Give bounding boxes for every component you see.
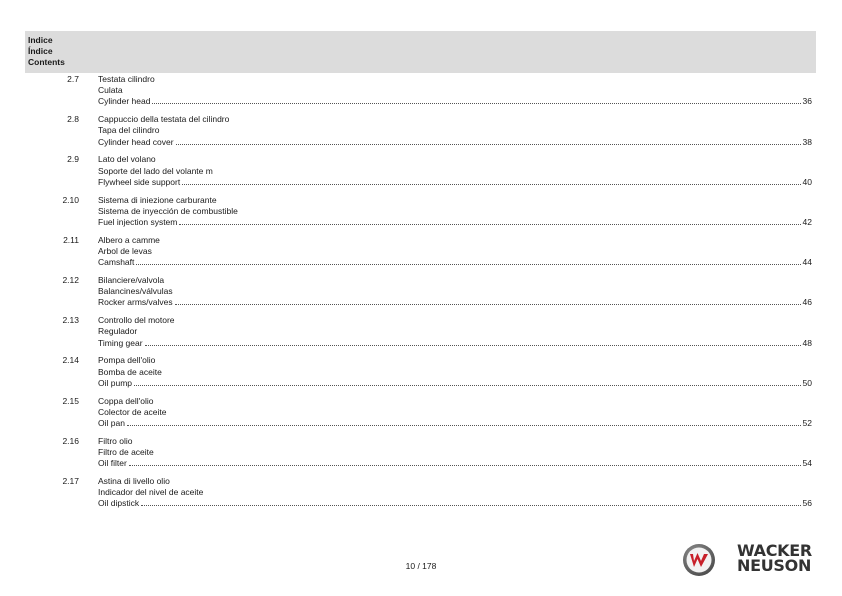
page-number[interactable]: 54	[802, 458, 812, 469]
section-number: 2.8	[67, 114, 79, 125]
wacker-neuson-w-icon	[682, 543, 716, 577]
page-number[interactable]: 42	[802, 216, 812, 227]
section-number: 2.16	[62, 435, 79, 446]
toc-entry[interactable]	[25, 436, 812, 476]
title-spanish: Soporte del lado del volante m	[98, 165, 213, 176]
toc-entry[interactable]	[25, 235, 812, 275]
title-english[interactable]: Oil filter	[98, 458, 127, 469]
wacker-neuson-logo	[682, 541, 822, 581]
page-number[interactable]: 44	[802, 257, 812, 268]
page-number[interactable]: 48	[802, 337, 812, 348]
header-title-en: Contents	[28, 57, 65, 67]
title-italian: Filtro olio	[98, 435, 133, 446]
title-italian: Lato del volano	[98, 154, 156, 165]
toc-entry[interactable]	[25, 476, 812, 516]
dot-leader	[182, 177, 800, 185]
title-italian: Testata cilindro	[98, 74, 155, 84]
section-number: 2.17	[62, 475, 79, 486]
title-english[interactable]: Flywheel side support	[98, 176, 181, 187]
section-number: 2.11	[63, 234, 79, 245]
dot-leader	[152, 96, 800, 104]
section-number: 2.9	[67, 154, 79, 165]
toc-entry[interactable]	[25, 315, 812, 355]
title-spanish: Bomba de aceite	[98, 366, 162, 377]
title-english[interactable]: Timing gear	[98, 337, 143, 348]
title-english[interactable]: Cylinder head cover	[98, 136, 174, 147]
title-spanish: Balancines/válvulas	[98, 286, 173, 297]
title-english[interactable]: Rocker arms/valves	[98, 297, 173, 308]
dot-leader	[134, 378, 801, 386]
table-of-contents	[25, 74, 812, 516]
dot-leader	[136, 257, 800, 265]
title-spanish: Tapa del cilindro	[98, 125, 160, 136]
toc-entry[interactable]	[25, 154, 812, 194]
toc-entry[interactable]	[25, 195, 812, 235]
title-italian: Astina di livello olio	[98, 475, 170, 486]
page-indicator: 10 / 178	[405, 561, 437, 571]
dot-leader	[141, 498, 800, 506]
section-number: 2.12	[62, 274, 79, 285]
title-spanish: Indicador del nivel de aceite	[98, 487, 204, 498]
title-spanish: Sistema de inyección de combustible	[98, 205, 238, 216]
page-number[interactable]: 36	[802, 96, 812, 107]
toc-entry[interactable]	[25, 355, 812, 395]
title-spanish: Regulador	[98, 326, 138, 337]
header-title-it: Indice	[28, 35, 53, 45]
section-number: 2.10	[62, 194, 79, 205]
page-number[interactable]: 50	[802, 377, 812, 388]
page-number[interactable]: 40	[802, 176, 812, 187]
title-italian: Coppa dell'olio	[98, 395, 154, 406]
dot-leader	[145, 338, 801, 346]
page-number[interactable]: 38	[802, 136, 812, 147]
dot-leader	[175, 297, 801, 305]
brand-line-2: NEUSON	[737, 556, 812, 575]
section-number: 2.14	[62, 355, 79, 366]
title-italian: Sistema di iniezione carburante	[98, 194, 217, 205]
header-title-es: Índice	[28, 46, 53, 56]
title-english[interactable]: Camshaft	[98, 257, 135, 268]
title-spanish: Arbol de levas	[98, 245, 152, 256]
title-english[interactable]: Cylinder head	[98, 96, 151, 107]
section-number: 2.7	[67, 74, 79, 84]
brand-line-1: WACKER	[737, 541, 812, 560]
section-number: 2.13	[62, 315, 79, 326]
page-number[interactable]: 52	[802, 417, 812, 428]
title-italian: Cappuccio della testata del cilindro	[98, 114, 230, 125]
title-spanish: Colector de aceite	[98, 406, 167, 417]
title-spanish: Filtro de aceite	[98, 446, 154, 457]
title-english[interactable]: Oil pump	[98, 377, 133, 388]
title-spanish: Culata	[98, 85, 123, 96]
title-italian: Albero a camme	[98, 234, 160, 245]
dot-leader	[176, 137, 801, 145]
page-number[interactable]: 46	[802, 297, 812, 308]
toc-entry[interactable]	[25, 114, 812, 154]
title-english[interactable]: Oil dipstick	[98, 498, 140, 509]
page-number[interactable]: 56	[802, 498, 812, 509]
dot-leader	[127, 418, 801, 426]
title-italian: Bilanciere/valvola	[98, 274, 165, 285]
dot-leader	[179, 217, 800, 225]
dot-leader	[129, 458, 801, 466]
toc-header	[25, 31, 816, 73]
toc-entry[interactable]	[25, 275, 812, 315]
toc-entry[interactable]	[25, 396, 812, 436]
title-italian: Pompa dell'olio	[98, 355, 156, 366]
toc-entry[interactable]	[25, 74, 812, 114]
title-english[interactable]: Oil pan	[98, 417, 125, 428]
section-number: 2.15	[62, 395, 79, 406]
title-italian: Controllo del motore	[98, 315, 175, 326]
title-english[interactable]: Fuel injection system	[98, 216, 178, 227]
